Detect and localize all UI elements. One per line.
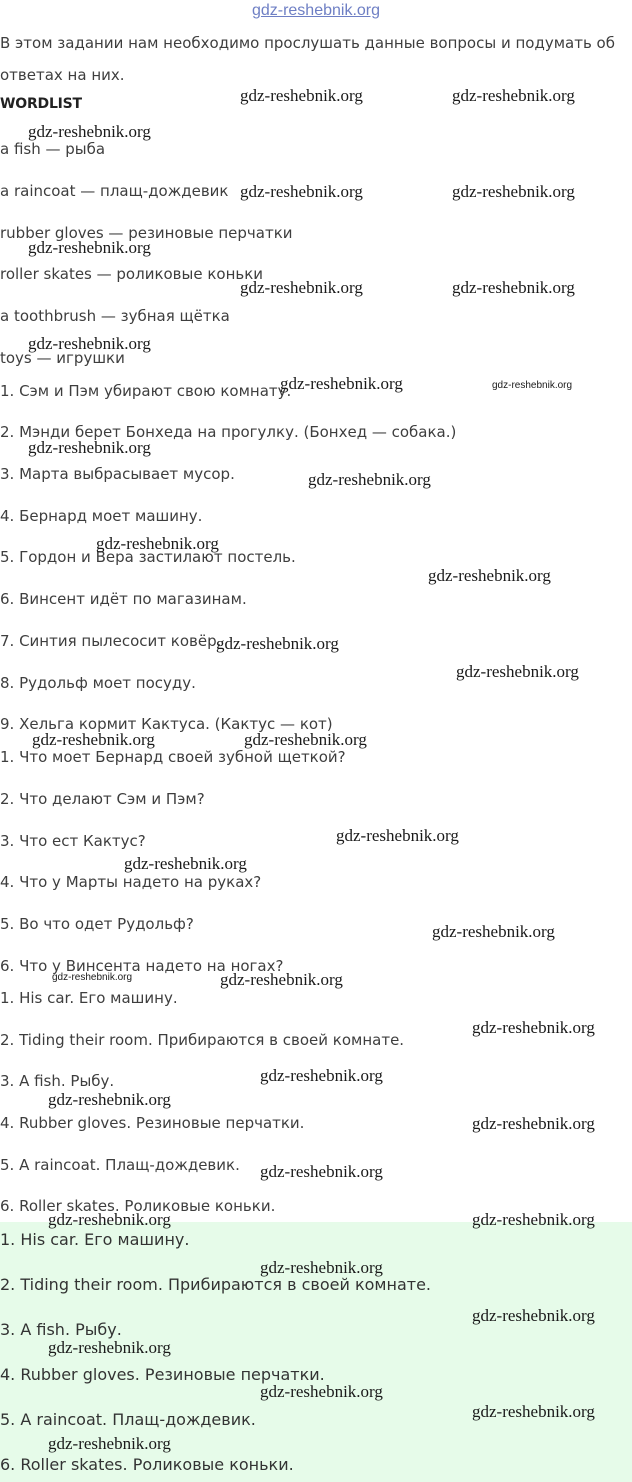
watermark: gdz-reshebnik.org <box>32 730 155 749</box>
intro-line-1: В этом задании нам необходимо прослушать данные вопросы и подумать об <box>0 34 615 52</box>
statement-item: 3. Марта выбрасывает мусор. <box>0 465 235 483</box>
watermark: gdz-reshebnik.org <box>308 470 431 489</box>
answer-item: 5. A raincoat. Плащ-дождевик. <box>0 1156 240 1174</box>
answer-item: 4. Rubber gloves. Резиновые перчатки. <box>0 1114 305 1132</box>
answer-item: 6. Roller skates. Роликовые коньки. <box>0 1197 276 1215</box>
statement-item: 9. Хельга кормит Кактуса. (Кактус — кот) <box>0 715 333 733</box>
statement-item: 8. Рудольф моет посуду. <box>0 674 196 692</box>
watermark: gdz-reshebnik.org <box>240 278 363 297</box>
question-item: 2. Что делают Сэм и Пэм? <box>0 790 205 808</box>
watermark: gdz-reshebnik.org <box>48 1210 171 1229</box>
watermark: gdz-reshebnik.org <box>28 334 151 353</box>
site-header-link[interactable]: gdz-reshebnik.org <box>251 2 381 19</box>
watermark: gdz-reshebnik.org <box>472 1210 595 1229</box>
highlighted-answer-item: 2. Tiding their room. Прибираются в своей комнате. <box>0 1275 431 1294</box>
statement-item: 1. Сэм и Пэм убирают свою комнату. <box>0 382 292 400</box>
watermark: gdz-reshebnik.org <box>48 1338 171 1357</box>
highlighted-answer-item: 3. A fish. Рыбу. <box>0 1320 122 1339</box>
question-item: 4. Что у Марты надето на руках? <box>0 873 262 891</box>
highlighted-answer-item: 4. Rubber gloves. Резиновые перчатки. <box>0 1365 325 1384</box>
watermark: gdz-reshebnik.org <box>240 182 363 201</box>
question-item: 5. Во что одет Рудольф? <box>0 915 194 933</box>
watermark: gdz-reshebnik.org <box>260 1066 383 1085</box>
watermark: gdz-reshebnik.org <box>472 1306 595 1325</box>
watermark: gdz-reshebnik.org <box>472 1114 595 1133</box>
question-item: 3. Что ест Кактус? <box>0 832 146 850</box>
watermark: gdz-reshebnik.org <box>260 1258 383 1277</box>
watermark: gdz-reshebnik.org <box>28 122 151 141</box>
watermark: gdz-reshebnik.org <box>48 1434 171 1453</box>
watermark: gdz-reshebnik.org <box>472 1018 595 1037</box>
watermark: gdz-reshebnik.org <box>456 662 579 681</box>
question-item: 1. Что моет Бернард своей зубной щеткой? <box>0 748 346 766</box>
watermark: gdz-reshebnik.org <box>280 374 403 393</box>
answer-item: 1. His car. Его машину. <box>0 989 178 1007</box>
statement-item: 5. Гордон и Вера застилают постель. <box>0 548 296 566</box>
highlighted-answer-item: 1. His car. Его машину. <box>0 1230 190 1249</box>
watermark: gdz-reshebnik.org <box>428 566 551 585</box>
watermark: gdz-reshebnik.org <box>260 1162 383 1181</box>
statement-item: 7. Синтия пылесосит ковёр. <box>0 632 222 650</box>
watermark: gdz-reshebnik.org <box>432 922 555 941</box>
watermark: gdz-reshebnik.org <box>260 1382 383 1401</box>
statement-item: 6. Винсент идёт по магазинам. <box>0 590 247 608</box>
answer-item: 2. Tiding their room. Прибираются в своей комнате. <box>0 1031 405 1049</box>
wordlist-item: a toothbrush — зубная щётка <box>0 307 230 325</box>
statement-item: 2. Мэнди берет Бонхеда на прогулку. (Бонхед — собака.) <box>0 423 457 441</box>
wordlist-item: a raincoat — плащ-дождевик <box>0 182 229 200</box>
watermark: gdz-reshebnik.org <box>452 182 575 201</box>
watermark: gdz-reshebnik.org <box>52 972 133 983</box>
watermark: gdz-reshebnik.org <box>452 278 575 297</box>
intro-line-2: ответах на них. <box>0 66 125 84</box>
watermark: gdz-reshebnik.org <box>48 1090 171 1109</box>
wordlist-title: WORDLIST <box>0 96 82 112</box>
wordlist-item: roller skates — роликовые коньки <box>0 265 264 283</box>
watermark: gdz-reshebnik.org <box>472 1402 595 1421</box>
wordlist-item: toys — игрушки <box>0 349 125 367</box>
watermark: gdz-reshebnik.org <box>28 238 151 257</box>
watermark: gdz-reshebnik.org <box>240 86 363 105</box>
watermark: gdz-reshebnik.org <box>28 438 151 457</box>
answer-item: 3. A fish. Рыбу. <box>0 1072 115 1090</box>
question-item: 6. Что у Винсента надето на ногах? <box>0 957 284 975</box>
highlighted-answer-item: 6. Roller skates. Роликовые коньки. <box>0 1455 294 1474</box>
statement-item: 4. Бернард моет машину. <box>0 507 203 525</box>
watermark: gdz-reshebnik.org <box>216 634 339 653</box>
watermark: gdz-reshebnik.org <box>336 826 459 845</box>
highlighted-answer-item: 5. A raincoat. Плащ-дождевик. <box>0 1410 256 1429</box>
watermark: gdz-reshebnik.org <box>452 86 575 105</box>
watermark: gdz-reshebnik.org <box>244 730 367 749</box>
watermark: gdz-reshebnik.org <box>124 854 247 873</box>
watermark: gdz-reshebnik.org <box>220 970 343 989</box>
watermark: gdz-reshebnik.org <box>492 380 573 391</box>
wordlist-item: a fish — рыба <box>0 140 106 158</box>
watermark: gdz-reshebnik.org <box>96 534 219 553</box>
wordlist-item: rubber gloves — резиновые перчатки <box>0 224 293 242</box>
